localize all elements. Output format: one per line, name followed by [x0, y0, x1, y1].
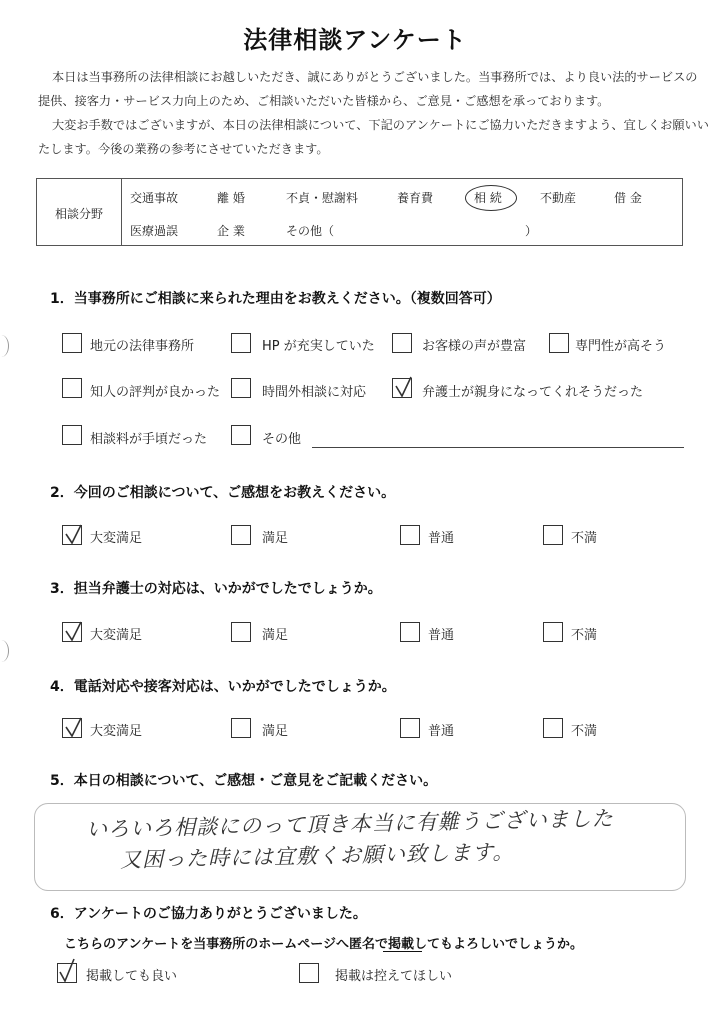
field-medical-malpractice[interactable]: 医療過誤 [130, 224, 179, 238]
q2-title: 2．今回のご相談について、ご感想をお教えください。 [50, 485, 396, 501]
q1-checkbox-expertise[interactable] [549, 333, 569, 353]
q6-label-publish-ok: 掲載しても良い [86, 969, 178, 984]
q5-title: 5．本日の相談について、ご感想・ご意見をご記載ください。 [50, 773, 438, 789]
q1-title: 1．当事務所にご相談に来られた理由をお教えください。（複数回答可） [50, 291, 501, 307]
q6-question [64, 933, 583, 952]
q1-checkbox-customer-voice[interactable] [392, 333, 412, 353]
q5-answer-line-2: 又困った時には宜敷くお願い致します。 [119, 839, 515, 873]
intro-line-3: 大変お手数ではございますが、本日の法律相談について、下記のアンケートにご協力いただきますよう、宜しくお願いい [52, 118, 709, 132]
page-title: 法律相談アンケート [243, 26, 467, 54]
q1-checkbox-other[interactable] [231, 425, 251, 445]
q1-label-expertise: 専門性が高そう [575, 339, 667, 354]
q4-checkbox-dissatisfied[interactable] [543, 718, 563, 738]
field-debt[interactable]: 借 金 [614, 191, 642, 205]
consultation-field-label: 相談分野 [54, 207, 103, 221]
q1-checkbox-after-hours[interactable] [231, 378, 251, 398]
q1-label-local-firm: 地元の法律事務所 [90, 339, 195, 354]
check-mark-icon [64, 716, 84, 740]
q4-label-satisfied: 満足 [262, 724, 289, 739]
q4-label-neutral: 普通 [428, 724, 455, 739]
q4-title: 4．電話対応や接客対応は、いかがでしたでしょうか。 [50, 679, 396, 695]
check-mark-icon [64, 523, 84, 547]
q2-label-neutral: 普通 [428, 531, 455, 546]
field-other-close: ） [525, 224, 538, 238]
q2-checkbox-neutral[interactable] [400, 525, 420, 545]
q3-checkbox-satisfied[interactable] [231, 622, 251, 642]
q1-label-reasonable-fee: 相談料が手頃だった [90, 432, 208, 447]
field-infidelity[interactable]: 不貞・慰謝料 [286, 191, 359, 205]
q2-label-satisfied: 満足 [262, 531, 289, 546]
q1-checkbox-caring-lawyer[interactable] [392, 378, 412, 398]
check-mark-icon [394, 376, 414, 400]
q2-label-very-satisfied: 大変満足 [90, 531, 143, 546]
q4-checkbox-satisfied[interactable] [231, 718, 251, 738]
q6-checkbox-publish-ok[interactable] [57, 963, 77, 983]
q3-label-dissatisfied: 不満 [571, 628, 598, 643]
consultation-field-label-cell [37, 179, 122, 245]
check-mark-icon [64, 620, 84, 644]
q6-title: 6．アンケートのご協力ありがとうございました。 [50, 906, 367, 922]
q4-label-dissatisfied: 不満 [571, 724, 598, 739]
field-divorce[interactable]: 離 婚 [217, 191, 245, 205]
q4-label-very-satisfied: 大変満足 [90, 724, 143, 739]
q1-checkbox-reasonable-fee[interactable] [62, 425, 82, 445]
q1-label-other: その他 [262, 432, 302, 447]
inheritance-circle-mark [465, 185, 517, 211]
q1-checkbox-reputation[interactable] [62, 378, 82, 398]
q2-checkbox-dissatisfied[interactable] [543, 525, 563, 545]
field-inheritance[interactable]: 相 続 [474, 191, 502, 205]
q3-label-neutral: 普通 [428, 628, 455, 643]
q3-checkbox-very-satisfied[interactable] [62, 622, 82, 642]
q2-label-dissatisfied: 不満 [571, 531, 598, 546]
binder-hole-mark [0, 640, 9, 662]
q3-checkbox-neutral[interactable] [400, 622, 420, 642]
q6-question-pre: こちらのアンケートを当事務所のホームページへ [64, 937, 349, 952]
field-real-estate[interactable]: 不動産 [540, 191, 577, 205]
q4-checkbox-neutral[interactable] [400, 718, 420, 738]
field-traffic-accident[interactable]: 交通事故 [130, 191, 179, 205]
field-other-open[interactable]: その他（ [286, 224, 335, 238]
q1-checkbox-hp[interactable] [231, 333, 251, 353]
intro-line-2: 提供、接客力・サービス力向上のため、ご相談いただいた皆様から、ご意見・ご感想を承っております。 [38, 94, 610, 108]
field-child-support[interactable]: 養育費 [397, 191, 434, 205]
q3-title: 3．担当弁護士の対応は、いかがでしたでしょうか。 [50, 581, 382, 597]
q6-label-publish-no: 掲載は控えてほしい [335, 969, 453, 984]
anonymous-underline [383, 951, 422, 952]
q1-label-hp: HP が充実していた [262, 339, 375, 354]
q6-question-anonymous: 匿名 [348, 937, 375, 952]
field-corporate[interactable]: 企 業 [217, 224, 245, 238]
q1-label-after-hours: 時間外相談に対応 [262, 385, 367, 400]
q2-checkbox-very-satisfied[interactable] [62, 525, 82, 545]
q3-label-very-satisfied: 大変満足 [90, 628, 143, 643]
q1-checkbox-local-firm[interactable] [62, 333, 82, 353]
q3-label-satisfied: 満足 [262, 628, 289, 643]
intro-line-1: 本日は当事務所の法律相談にお越しいただき、誠にありがとうございました。当事務所では、より良い法的サービスの [52, 70, 698, 84]
q1-label-customer-voice: お客様の声が豊富 [422, 339, 527, 354]
intro-line-4: たします。今後の業務の参考にさせていただきます。 [38, 142, 329, 156]
q1-label-reputation: 知人の評判が良かった [90, 385, 221, 400]
q4-checkbox-very-satisfied[interactable] [62, 718, 82, 738]
q3-checkbox-dissatisfied[interactable] [543, 622, 563, 642]
q2-checkbox-satisfied[interactable] [231, 525, 251, 545]
q6-question-post: で掲載してもよろしいでしょうか。 [374, 937, 583, 952]
q1-other-blank-line[interactable] [312, 447, 684, 448]
q1-label-caring-lawyer: 弁護士が親身になってくれそうだった [422, 385, 644, 400]
q5-answer-line-1: いろいろ相談にのって頂き本当に有難うございました [85, 806, 615, 842]
check-mark-icon [59, 961, 79, 985]
binder-hole-mark [0, 335, 9, 357]
q6-checkbox-publish-no[interactable] [299, 963, 319, 983]
